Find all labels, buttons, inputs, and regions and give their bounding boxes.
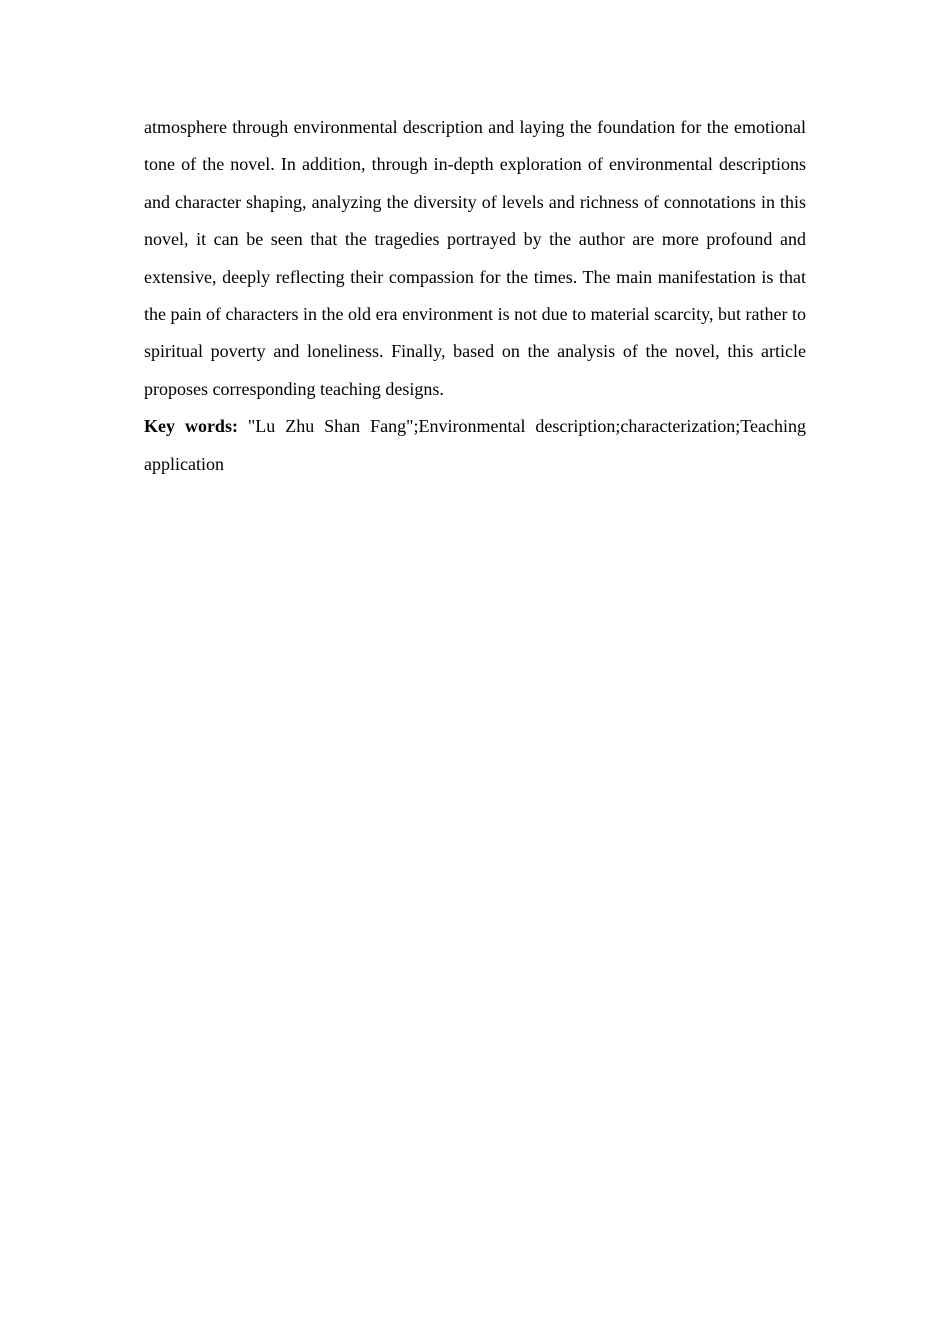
keywords-line <box>144 408 806 483</box>
abstract-paragraph: atmosphere through environmental description and laying the foundation for the emotional tone of the novel. In addition, through in-depth exploration of environmental descriptions and character shaping, analyzing the diversity of levels and richness of connotations in this novel, it can be seen that the tragedies portrayed by the author are more profound and extensive, deeply reflecting their compassion for the times. The main manifestation is that the pain of characters in the old era environment is not due to material scarcity, but rather to spiritual poverty and loneliness. Finally, based on the analysis of the novel, this article proposes corresponding teaching designs. <box>144 117 806 399</box>
abstract-body <box>144 109 806 483</box>
keywords-value: "Lu Zhu Shan Fang";Environmental description;characterization;Teaching application <box>144 416 807 474</box>
keywords-label: Key words: <box>144 416 238 437</box>
